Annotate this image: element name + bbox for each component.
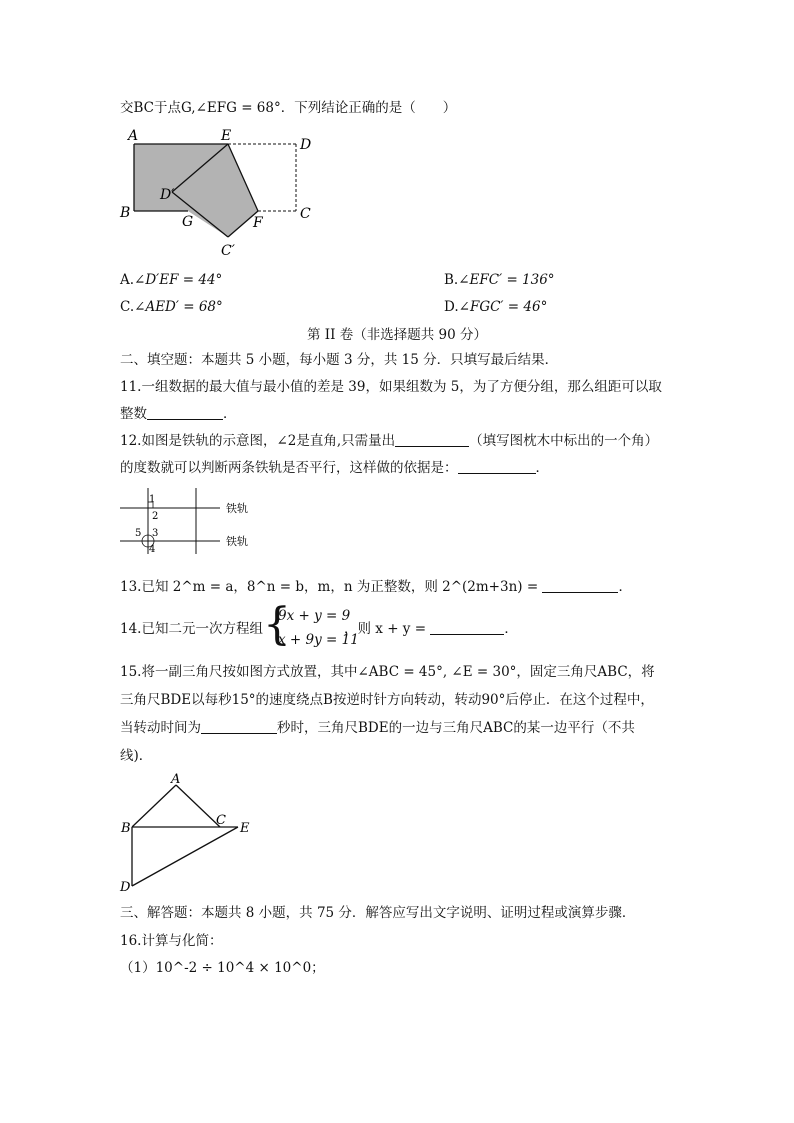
q14-brace: {: [263, 599, 291, 650]
q11-line2: 整数 ．: [120, 406, 237, 422]
q12-line1: 12.如图是铁轨的示意图，∠2是直角,只需量出 （填写图枕木中标出的一个角）: [120, 433, 659, 449]
section2-heading: 二、填空题：本题共 5 小题，每小题 3 分，共 15 分．只填写最后结果．: [120, 352, 559, 368]
q14-answer-blank[interactable]: [430, 620, 504, 635]
q10-option-c: C.∠AED′ = 68°: [120, 299, 223, 315]
label-C-prime: C′: [221, 243, 235, 259]
angle-label-4: 4: [149, 544, 156, 555]
q10-option-d: D.∠FGC′ = 46°: [444, 299, 548, 315]
label-C: C: [300, 206, 311, 222]
part2-title: 第 II 卷（非选择题共 90 分）: [306, 327, 487, 343]
label-E: E: [221, 128, 232, 144]
q11-line1: 11.一组数据的最大值与最小值的差是 39，如果组数为 5，为了方便分组，那么组距可以取: [120, 379, 662, 395]
label-E: E: [240, 821, 250, 836]
angle-label-5: 5: [135, 528, 142, 539]
angle-label-3: 3: [152, 528, 159, 539]
q15-line4: 线)．: [120, 748, 153, 764]
q16-title: 16.计算与化简：: [120, 933, 223, 949]
label-D: D: [120, 880, 131, 895]
q13-text: 13.已知 2^m = a，8^n = b，m，n 为正整数，则 2^(2m+3n) =: [120, 579, 539, 595]
label-C: C: [216, 813, 226, 828]
section3-heading: 三、解答题：本题共 8 小题，共 75 分．解答应写出文字说明、证明过程或演算步骤．: [120, 905, 636, 921]
q12-line2: 的度数就可以判断两条铁轨是否平行，这样做的依据是： ．: [120, 460, 549, 476]
q15-triangles-figure: [112, 770, 262, 896]
label-B: B: [120, 205, 131, 221]
q11-answer-blank[interactable]: [147, 405, 223, 420]
angle-label-1: 1: [149, 494, 156, 505]
q14-prefix: 14.已知二元一次方程组: [120, 621, 263, 637]
label-F: F: [253, 215, 263, 231]
label-D-prime: D′: [160, 187, 175, 203]
rail-label-bottom: 铁轨: [226, 535, 248, 548]
q14-suffix: ，则 x + y = ．: [344, 621, 518, 637]
q13-line: 13.已知 2^m = a，8^n = b，m，n 为正整数，则 2^(2m+3n) = ．: [120, 579, 632, 595]
q10-stem: 交BC于点G,∠EFG = 68°．下列结论正确的是（ ）: [120, 100, 457, 116]
q14-eq1: 9x + y = 9: [278, 608, 351, 624]
q10-option-b: B.∠EFC′ = 136°: [444, 272, 555, 288]
q12-answer-blank-1[interactable]: [395, 432, 469, 447]
rail-label-top: 铁轨: [226, 502, 248, 515]
label-D: D: [300, 137, 312, 153]
label-A: A: [128, 128, 139, 144]
label-G: G: [182, 214, 194, 230]
q10-folded-rectangle-figure: [112, 126, 322, 260]
q16-item1: （1）10^-2 ÷ 10^4 × 10^0；: [120, 960, 325, 976]
q12-railway-figure: [116, 486, 256, 556]
q10-option-a: A.∠D′EF = 44°: [120, 272, 223, 288]
q15-line2: 三角尺BDE以每秒15°的速度绕点B按逆时针方向转动，转动90°后停止．在这个过程中，: [120, 692, 654, 708]
q15-line3: 当转动时间为 秒时，三角尺BDE的一边与三角尺ABC的某一边平行（不共: [120, 720, 635, 736]
label-A: A: [171, 772, 181, 787]
label-B: B: [121, 821, 131, 836]
angle-label-2: 2: [152, 511, 159, 522]
q12-answer-blank-2[interactable]: [458, 459, 536, 474]
q15-answer-blank[interactable]: [201, 719, 277, 734]
q13-answer-blank[interactable]: [542, 578, 618, 593]
q15-line1: 15.将一副三角尺按如图方式放置，其中∠ABC = 45°, ∠E = 30°，固定三角尺ABC，将: [120, 664, 655, 680]
q14-eq2: x + 9y = 11: [278, 632, 359, 648]
